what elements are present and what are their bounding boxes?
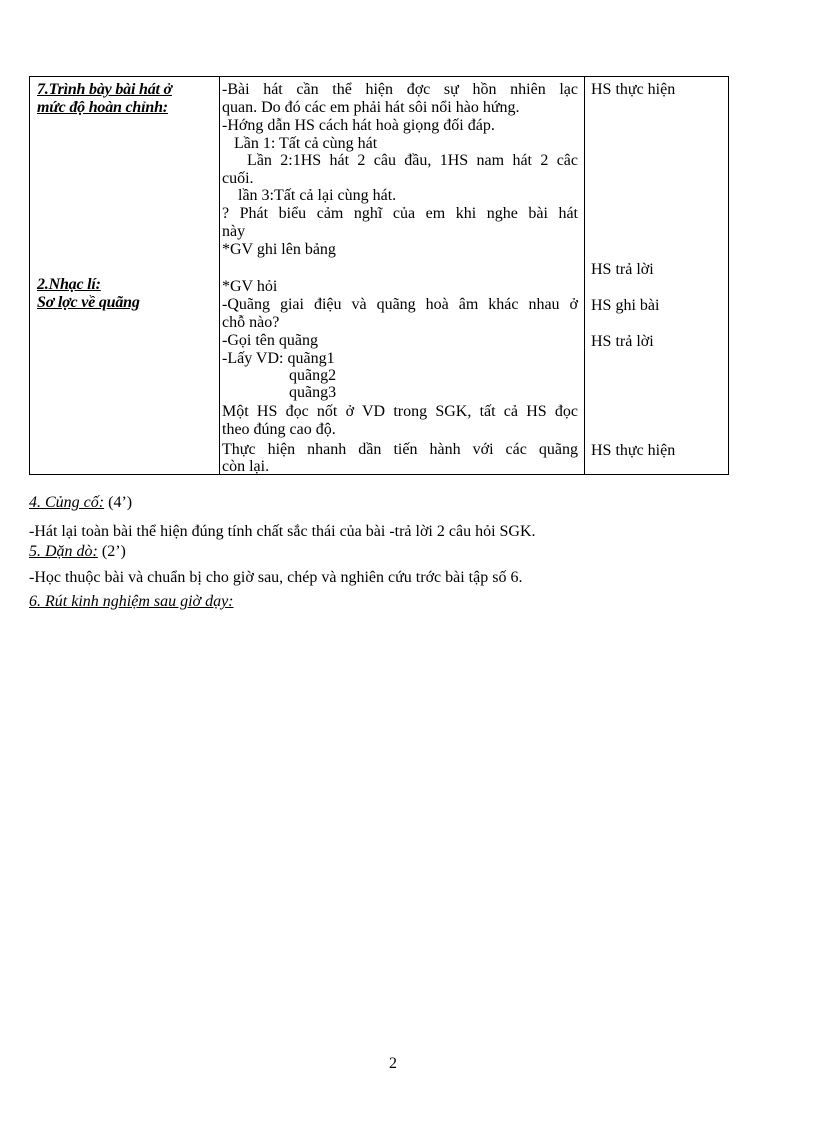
activity-line: lần 3:Tất cả lại cùng hát. [222, 187, 397, 204]
lesson-reflection-heading: 6. Rút kinh nghiệm sau giờ dạy: [29, 593, 234, 610]
section-heading-intervals: Sơ lợc về quãng [37, 294, 140, 311]
consolidation-time: (4’) [104, 494, 133, 511]
activity-line: -Quãng giai điệu và quãng hoà âm khác nhau ở [222, 296, 578, 313]
activity-line: cuối. [222, 170, 254, 187]
consolidation-label: 4. Củng cố: [29, 494, 105, 511]
lesson-plan-table [29, 76, 729, 475]
section-heading-music-theory: 2.Nhạc lí: [37, 276, 101, 293]
student-activity: HS ghi bài [591, 297, 660, 314]
activity-line: -Gọi tên quãng [222, 332, 318, 349]
page-number: 2 [389, 1055, 397, 1072]
activity-line: *GV hỏi [222, 278, 278, 295]
activity-line: -Lấy VD: quãng1 [222, 350, 335, 367]
activity-line: quãng2 [289, 367, 337, 384]
homework-label: 5. Dặn dò: [29, 543, 98, 560]
activity-line: ? Phát biểu cảm nghĩ của em khi nghe bài hát [222, 205, 578, 222]
activity-line: theo đúng cao độ. [222, 421, 336, 438]
activity-line: còn lại. [222, 458, 270, 475]
student-activity: HS trả lời [591, 333, 654, 350]
activity-line: -Bài hát cần thể hiện đợc sự hồn nhiên lạc [222, 81, 578, 98]
homework-time: (2’) [97, 543, 126, 560]
activity-line: *GV ghi lên bảng [222, 241, 336, 258]
consolidation-heading [29, 493, 132, 513]
activity-line: -Hớng dẫn HS cách hát hoà giọng đối đáp. [222, 117, 495, 134]
activity-line: này [222, 223, 246, 240]
homework-heading [29, 542, 126, 562]
student-activity: HS thực hiện [591, 442, 676, 459]
activity-line: Thực hiện nhanh dần tiến hành với các quãng [222, 441, 578, 458]
section-heading-song: 7.Trình bày bài hát ở [37, 81, 172, 98]
activity-line: chỗ nào? [222, 314, 280, 331]
activity-line: Một HS đọc nốt ở VD trong SGK, tất cả HS đọc [222, 403, 578, 420]
activity-line: quan. Do đó các em phải hát sôi nổi hào hứng. [222, 99, 520, 116]
content-column [30, 77, 220, 475]
consolidation-text: -Hát lại toàn bài thể hiện đúng tính chất sắc thái của bài -trả lời 2 câu hỏi SGK. [29, 523, 536, 540]
student-activity: HS thực hiện [591, 81, 676, 98]
activity-line: Lần 2:1HS hát 2 câu đầu, 1HS nam hát 2 câc [222, 152, 578, 169]
section-heading-song-cont: mức độ hoàn chỉnh: [37, 99, 168, 116]
homework-text: -Học thuộc bài và chuẩn bị cho giờ sau, chép và nghiên cứu trớc bài tập số 6. [29, 569, 523, 586]
student-activity: HS trả lời [591, 261, 654, 278]
table-row [30, 77, 729, 475]
teacher-activity-column [220, 77, 585, 475]
activity-line: Lần 1: Tất cả cùng hát [222, 135, 378, 152]
activity-line: quãng3 [289, 384, 337, 401]
student-activity-column [585, 77, 729, 475]
